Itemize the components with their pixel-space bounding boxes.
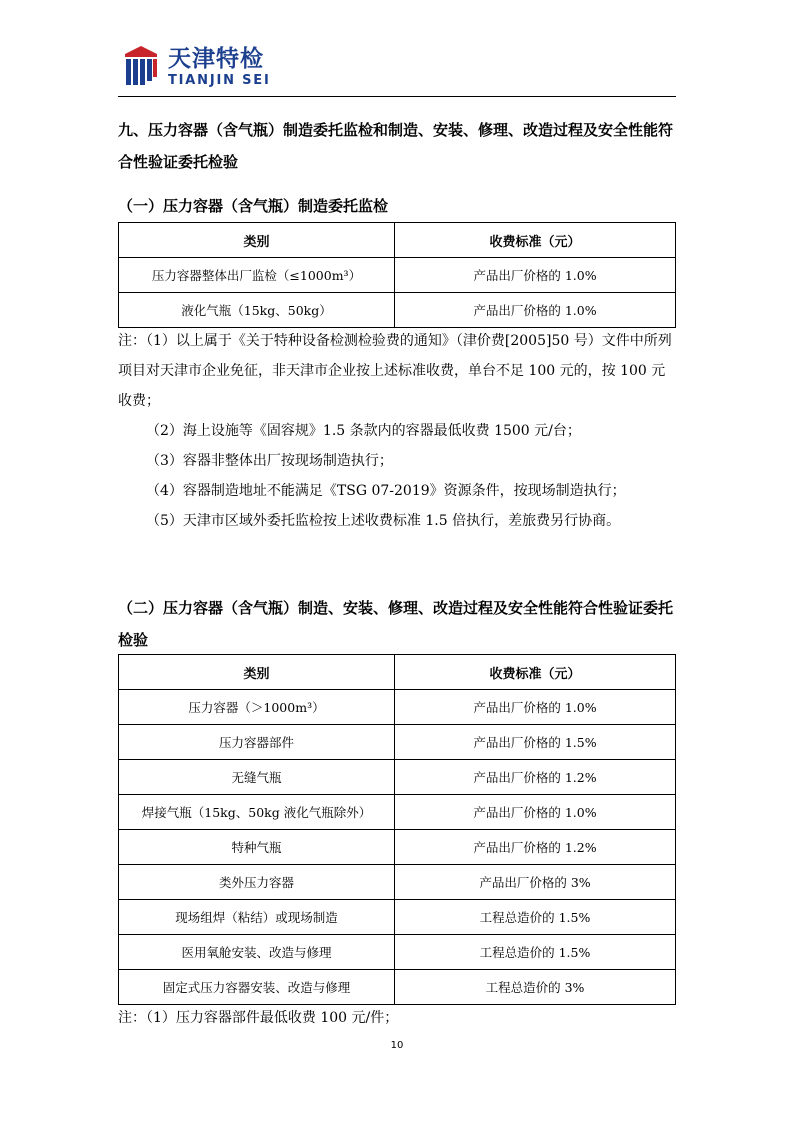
cell-category: 医用氧舱安装、改造与修理: [119, 935, 395, 970]
table-row: [119, 258, 676, 293]
part1-fee-table: [118, 222, 676, 328]
page-number: 10: [390, 1040, 404, 1051]
note-paragraph: 注：（1）压力容器部件最低收费 100 元/件；: [118, 1010, 399, 1026]
section-title: 九、压力容器（含气瓶）制造委托监检和制造、安装、修理、改造过程及安全性能符合性验证委托检验: [118, 121, 674, 171]
column-header-category: 类别: [119, 223, 395, 258]
table-header-row: [119, 223, 676, 258]
table-row: [119, 795, 676, 830]
cell-fee: 产品出厂价格的 1.5%: [395, 725, 676, 760]
note-paragraph: 注：（1）以上属于《关于特种设备检测检验费的通知》（津价费[2005]50 号）文件中所列项目对天津市企业免征，非天津市企业按上述标准收费，单台不足 100 元的，按 100 元收费；: [118, 333, 672, 409]
cell-category: 液化气瓶（15kg、50kg）: [119, 293, 395, 328]
table-row: [119, 865, 676, 900]
part1-title: （一）压力容器（含气瓶）制造委托监检: [118, 197, 389, 215]
cell-category: 压力容器整体出厂监检（≤1000m³）: [119, 258, 395, 293]
cell-category: 特种气瓶: [119, 830, 395, 865]
cell-category: 压力容器（＞1000m³）: [119, 690, 395, 725]
table-row: [119, 900, 676, 935]
cell-fee: 产品出厂价格的 3%: [395, 865, 676, 900]
part2-fee-table: [118, 654, 676, 1005]
table-row: [119, 690, 676, 725]
logo-english-text: TIANJIN SEI: [168, 73, 271, 88]
cell-category: 固定式压力容器安装、改造与修理: [119, 970, 395, 1005]
table-row: [119, 970, 676, 1005]
tianjin-sei-logo-icon: [123, 44, 159, 86]
table-header-row: [119, 655, 676, 690]
note-paragraph: （5）天津市区域外委托监检按上述收费标准 1.5 倍执行，差旅费另行协商。: [146, 513, 621, 529]
table-row: [119, 760, 676, 795]
note-paragraph: （4）容器制造地址不能满足《TSG 07-2019》资源条件，按现场制造执行；: [146, 483, 626, 499]
table-row: [119, 830, 676, 865]
logo-chinese-text: 天津特检: [168, 46, 264, 72]
cell-fee: 产品出厂价格的 1.0%: [395, 795, 676, 830]
page-header: [118, 40, 676, 97]
column-header-fee: 收费标准（元）: [395, 223, 676, 258]
cell-fee: 工程总造价的 3%: [395, 970, 676, 1005]
table-row: [119, 935, 676, 970]
cell-category: 类外压力容器: [119, 865, 395, 900]
cell-fee: 工程总造价的 1.5%: [395, 935, 676, 970]
column-header-fee: 收费标准（元）: [395, 655, 676, 690]
part2-notes: [118, 1003, 678, 1033]
cell-fee: 产品出厂价格的 1.2%: [395, 760, 676, 795]
cell-fee: 产品出厂价格的 1.0%: [395, 690, 676, 725]
part2-title: （二）压力容器（含气瓶）制造、安装、修理、改造过程及安全性能符合性验证委托检验: [118, 599, 674, 649]
column-header-category: 类别: [119, 655, 395, 690]
cell-fee: 产品出厂价格的 1.2%: [395, 830, 676, 865]
table-row: [119, 293, 676, 328]
note-paragraph: （3）容器非整体出厂按现场制造执行；: [146, 453, 393, 469]
cell-category: 压力容器部件: [119, 725, 395, 760]
cell-category: 现场组焊（粘结）或现场制造: [119, 900, 395, 935]
cell-fee: 工程总造价的 1.5%: [395, 900, 676, 935]
cell-fee: 产品出厂价格的 1.0%: [395, 258, 676, 293]
cell-category: 无缝气瓶: [119, 760, 395, 795]
cell-category: 焊接气瓶（15kg、50kg 液化气瓶除外）: [119, 795, 395, 830]
note-paragraph: （2）海上设施等《固容规》1.5 条款内的容器最低收费 1500 元/台；: [146, 423, 581, 439]
part1-notes: [118, 326, 678, 536]
table-row: [119, 725, 676, 760]
cell-fee: 产品出厂价格的 1.0%: [395, 293, 676, 328]
